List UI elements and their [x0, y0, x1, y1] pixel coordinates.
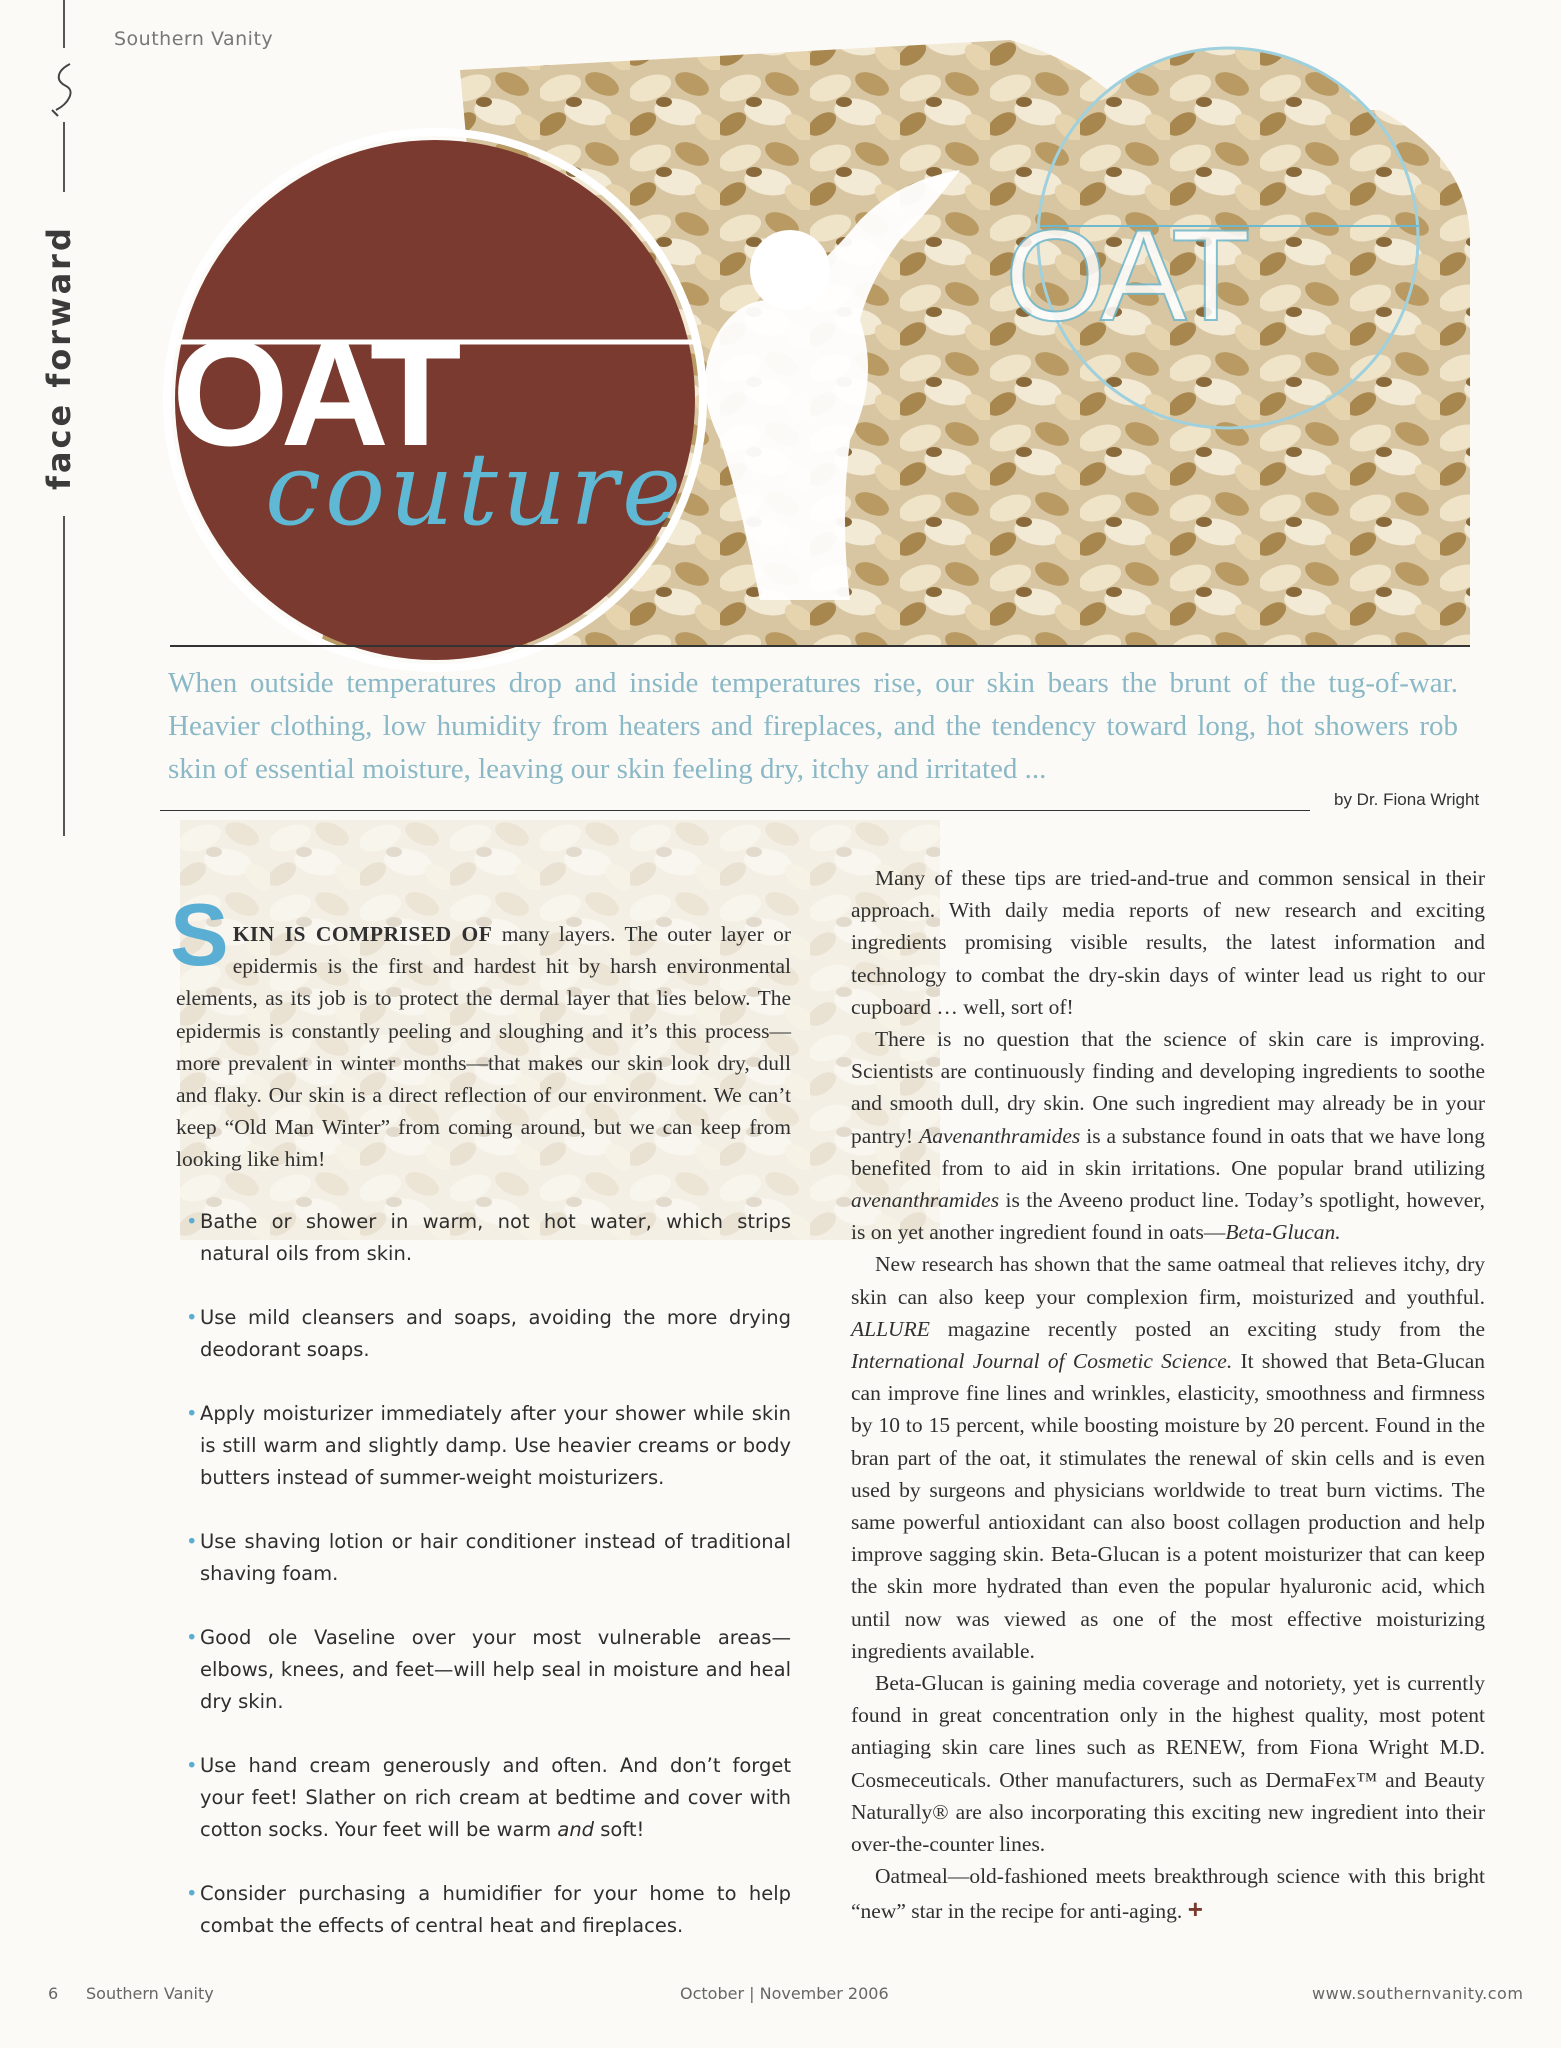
lead-paragraph — [170, 885, 791, 1176]
body-text: New research has shown that the same oatmeal that relieves itchy, dry skin can also keep your complexion firm, moisturized and youthful. — [851, 1252, 1485, 1309]
footer-url: www.southernvanity.com — [1312, 1984, 1524, 2003]
body-text: Oatmeal—old-fashioned meets breakthrough science with this bright “new” star in the recipe for anti-aging. — [851, 1864, 1485, 1923]
tip-item: • Apply moisturizer immediately after your shower while skin is still warm and slightly damp. Use heavier creams or body butters instead of summer-weight moisturizers. — [176, 1398, 791, 1494]
tip-emphasis: and — [557, 1817, 595, 1841]
body-paragraph — [851, 1860, 1485, 1926]
body-text: magazine recently posted an exciting study from the — [929, 1316, 1485, 1341]
intro-rule — [160, 810, 1310, 811]
page-number: 6 — [48, 1984, 59, 2003]
footer-magazine-name: Southern Vanity — [86, 1984, 214, 2003]
end-mark-icon: + — [1187, 1893, 1203, 1924]
tip-item: • Use shaving lotion or hair conditioner instead of traditional shaving foam. — [176, 1526, 791, 1590]
tip-item: • Bathe or shower in warm, not hot water, which strips natural oils from skin. — [176, 1206, 791, 1270]
body-text: is a substance found in oats that we have long benefited from to aid in skin irritations. One popular brand utilizing — [851, 1123, 1486, 1180]
body-text: is the Aveeno product line. Today’s spotlight, however, is on yet another ingredient found in oats— — [851, 1188, 1485, 1245]
body-text: There is no question that the science of skin care is improving. Scientists are continuously finding and developing ingredients to soothe and smooth dull, dry skin. One such ingredient may already be in your pantry! — [851, 1027, 1485, 1148]
tip-item: • Use mild cleansers and soaps, avoiding the more drying deodorant soaps. — [176, 1302, 791, 1366]
title-ghost-oat: OAT — [1005, 202, 1245, 348]
tip-item: • Consider purchasing a humidifier for your home to help combat the effects of central heat and fireplaces. — [176, 1878, 791, 1942]
body-emphasis: ALLURE — [851, 1316, 930, 1341]
title-couture-script: couture — [265, 431, 686, 548]
tip-text: Use hand cream generously and often. And don’t forget your feet! Slather on rich cream at bedtime and cover with cotton socks. Your feet will be warm — [200, 1753, 791, 1841]
tips-list — [176, 1206, 791, 1942]
body-paragraph — [851, 1248, 1485, 1667]
body-paragraph: Many of these tips are tried-and-true and common sensical in their approach. With daily media reports of new research and exciting ingredients promising visible results, the latest information and technology to combat the dry-skin days of winter lead us right to our cupboard … well, sort of! — [851, 866, 1485, 1019]
body-emphasis: Aavenanthramides — [919, 1123, 1081, 1148]
drop-cap: S — [170, 885, 229, 984]
body-emphasis: International Journal of Cosmetic Science. — [851, 1349, 1233, 1374]
body-paragraph — [851, 1023, 1485, 1248]
lead-text: many layers. The outer layer or epidermis is the first and hardest hit by harsh environmental elements, as its job is to protect the dermal layer that lies below. The epidermis is constantly peeling and sloughing and it’s this process—more prevalent in winter months—that makes our skin look dry, dull and flaky. Our skin is a direct reflection of our environment. We can’t keep “Old Man Winter” from coming around, but we can keep from looking like him! — [176, 922, 791, 1172]
magazine-name-header: Southern Vanity — [114, 28, 274, 50]
byline: by Dr. Fiona Wright — [1334, 790, 1480, 809]
tip-text: soft! — [594, 1817, 645, 1841]
intro-deck: When outside temperatures drop and inside temperatures rise, our skin bears the brunt of the tug-of-war. Heavier clothing, low humidity from heaters and fireplaces, and the tendency toward long, hot showers rob skin of essential moisture, leaving our skin feeling dry, itchy and irritated ... — [168, 667, 1458, 785]
body-text: It showed that Beta-Glucan can improve fine lines and wrinkles, elasticity, smoothness and firmness by 10 to 15 percent, while boosting moisture by 20 percent. Found in the bran part of the oat, it stimulates the renewal of skin cells and is even used by surgeons and physicians worldwide to treat burn victims. The same powerful antioxidant can also boost collagen production and help improve sagging skin. Beta-Glucan is a potent moisturizer that can keep the skin more hydrated than even the popular hyaluronic acid, which until now was viewed as one of the most effective moisturizing ingredients available. — [851, 1349, 1485, 1663]
body-emphasis: avenanthramides — [851, 1188, 1000, 1213]
footer-issue-date: October | November 2006 — [680, 1984, 889, 2003]
body-paragraph: Beta-Glucan is gaining media coverage and notoriety, yet is currently found in great concentration only in the highest quality, most potent antiaging skin care lines such as RENEW, from Fiona Wright M.D. Cosmeceuticals. Other manufacturers, such as DermaFex™ and Beauty Naturally® are also incorporating this exciting new ingredient into their over-the-counter lines. — [851, 1671, 1485, 1857]
lead-caps: KIN IS COMPRISED OF — [232, 922, 493, 946]
tip-item — [176, 1750, 791, 1846]
body-emphasis: Beta-Glucan. — [1225, 1220, 1341, 1245]
tip-item: • Good ole Vaseline over your most vulnerable areas—elbows, knees, and feet—will help seal in moisture and heal dry skin. — [176, 1622, 791, 1718]
hero-rule — [170, 645, 1470, 647]
right-column — [851, 862, 1485, 1927]
section-label: face forward — [40, 225, 78, 490]
title-oat: OAT — [172, 309, 454, 477]
left-column — [170, 885, 791, 1974]
